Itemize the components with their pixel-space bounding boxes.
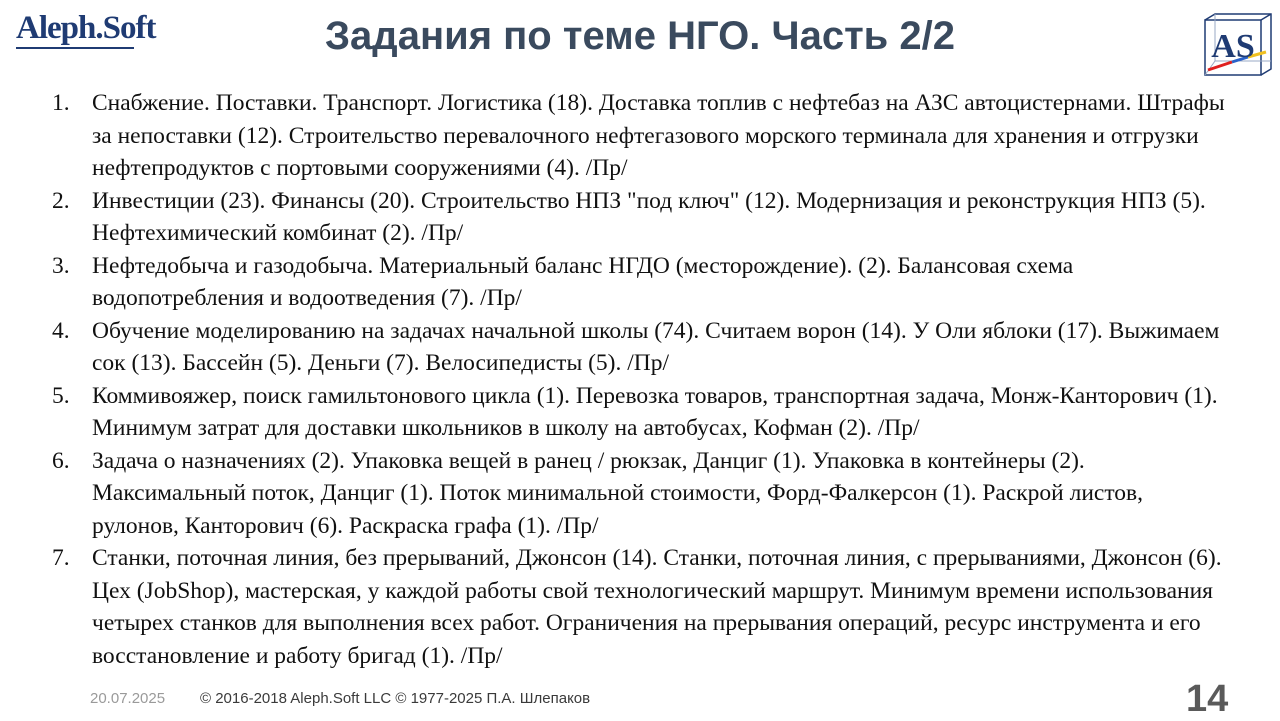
item-number: 5.	[52, 382, 70, 409]
item-text: Станки, поточная линия, без прерываний, Джонсон (14). Станки, поточная линия, с прерываниями, Джонсон (6). Цех (JobShop), мастерская, у каждой работы свой технологический маршрут. Минимум времени использования четырех станков для выполнения всех работ. Ограничения на прерывания операций, ресурс инструмента и его восстановление и работу бригад (1). /Пр/	[92, 545, 1222, 669]
list-item	[52, 445, 1232, 543]
item-number: 7.	[52, 545, 70, 571]
footer-date: 20.07.2025	[90, 690, 166, 707]
as-cube-logo-icon	[1202, 12, 1274, 78]
item-number: 6.	[52, 447, 70, 474]
list-item	[52, 315, 1232, 380]
list-item	[52, 87, 1232, 185]
item-text: Нефтедобыча и газодобыча. Материальный баланс НГДО (месторождение). (2). Балансовая схема водопотребления и водоотведения (7). /Пр/	[92, 252, 1074, 311]
item-number: 2.	[52, 187, 70, 214]
as-logo-letters: AS	[1211, 28, 1255, 65]
list-item	[52, 250, 1232, 315]
item-text: Снабжение. Поставки. Транспорт. Логистика (18). Доставка топлив с нефтебаз на АЗС автоцистернами. Штрафы за непоставки (12). Строительство перевалочного нефтегазового морского терминала для хранения и отгрузки нефтепродуктов с портовыми сооружениями (4). /Пр/	[92, 90, 1225, 181]
item-text: Задача о назначениях (2). Упаковка вещей в ранец / рюкзак, Данциг (1). Упаковка в контейнеры (2). Максимальный поток, Данциг (1). Поток минимальной стоимости, Форд-Фалкерсон (1). Раскрой листов, рулонов, Канторович (6). Раскраска графа (1). /Пр/	[92, 447, 1144, 539]
footer-copyright: © 2016-2018 Aleph.Soft LLC © 1977-2025 П.А. Шлепаков	[200, 690, 591, 707]
item-text: Инвестиции (23). Финансы (20). Строительство НПЗ "под ключ" (12). Модернизация и реконструкция НПЗ (5). Нефтехимический комбинат (2). /Пр/	[92, 187, 1206, 246]
list-item	[52, 185, 1232, 250]
item-number: 3.	[52, 252, 70, 279]
logo-underline	[16, 47, 134, 49]
slide-title: Задания по теме НГО. Часть 2/2	[325, 14, 955, 58]
task-list	[52, 87, 1232, 672]
page-number: 14	[1186, 678, 1229, 720]
item-number: 1.	[52, 90, 70, 116]
aleph-soft-logo: Aleph.Soft	[16, 10, 156, 46]
item-text: Обучение моделированию на задачах начальной школы (74). Считаем ворон (14). У Оли яблоки (17). Выжимаем сок (13). Бассейн (5). Деньги (7). Велосипедисты (5). /Пр/	[92, 317, 1220, 376]
item-number: 4.	[52, 317, 70, 344]
list-item	[52, 380, 1232, 445]
item-text: Коммивояжер, поиск гамильтонового цикла (1). Перевозка товаров, транспортная задача, Монж-Канторович (1). Минимум затрат для доставки школьников в школу на автобусах, Кофман (2). /Пр/	[92, 382, 1218, 441]
list-item	[52, 542, 1232, 672]
